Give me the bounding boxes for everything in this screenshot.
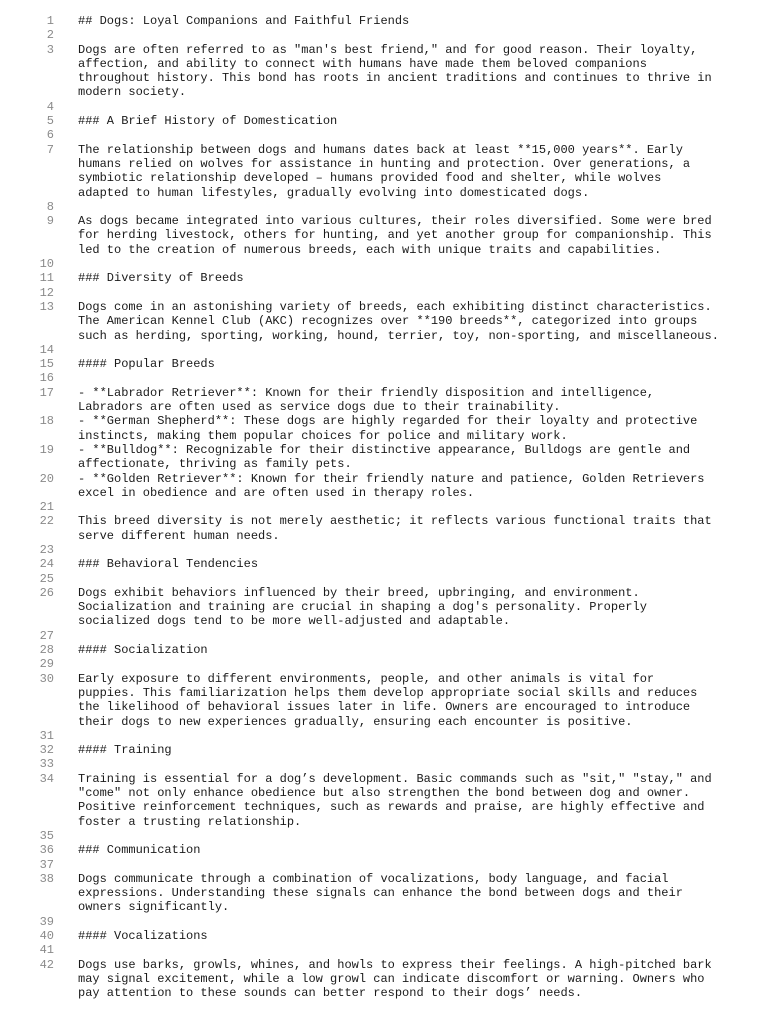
line-text[interactable]: Training is essential for a dog’s development. Basic commands such as "sit," "stay," and "come" not only enhance obedience but also strengthen the bond between dog and owner. Positive reinforcement techniques, such as rewards and praise, are highly effective and foster a trusting relationship. (78, 771, 712, 829)
line-number: 16 (39, 371, 54, 386)
line-text[interactable]: ### A Brief History of Domestication (78, 114, 338, 129)
line-text[interactable]: #### Training (78, 743, 172, 758)
line-number: 12 (39, 285, 54, 300)
line-number: 19 (39, 442, 54, 457)
editor-line[interactable] (0, 128, 768, 142)
line-text[interactable]: ### Diversity of Breeds (78, 271, 244, 286)
line-text[interactable]: Dogs communicate through a combination of vocalizations, body language, and facial expressions. Understanding these signals can enhance the bond between dogs and their owners significantly. (78, 871, 683, 915)
line-number: 4 (46, 99, 54, 114)
line-text[interactable] (78, 829, 750, 843)
line-text[interactable]: Dogs are often referred to as "man's best friend," and for good reason. Their loyalty, affection, and ability to connect with humans have made them beloved companions throughout history. This bond has roots in ancient traditions and continues to thrive in modern society. (78, 42, 712, 100)
line-text[interactable]: Early exposure to different environments, people, and other animals is vital for puppies. This familiarization helps them develop appropriate social skills and reduces the likelihood of behavioral issues later in life. Owners are encouraged to introduce their dogs to new experiences gradually, ensuring each encounter is positive. (78, 671, 698, 729)
editor-line[interactable] (0, 657, 768, 671)
editor-line[interactable] (0, 371, 768, 385)
editor-line[interactable] (0, 443, 768, 472)
editor-line[interactable] (0, 872, 768, 915)
line-text[interactable]: #### Socialization (78, 643, 208, 658)
line-number: 10 (39, 257, 54, 272)
line-text[interactable] (78, 543, 750, 557)
line-text[interactable] (78, 28, 750, 42)
line-text[interactable]: As dogs became integrated into various cultures, their roles diversified. Some were bred for herding livestock, others for hunting, and yet another group for companionship. This led to the creation of numerous breeds, each with unique traits and capabilities. (78, 214, 712, 257)
editor-line[interactable] (0, 472, 768, 501)
line-text[interactable]: - **Labrador Retriever**: Known for their friendly disposition and intelligence, Labradors are often used as service dogs due to their trainability. (78, 385, 655, 415)
editor-line[interactable] (0, 543, 768, 557)
editor-line[interactable] (0, 943, 768, 957)
editor-line[interactable] (0, 286, 768, 300)
line-number: 5 (46, 114, 54, 129)
line-number: 34 (39, 771, 54, 786)
line-number: 28 (39, 643, 54, 658)
line-number: 35 (39, 828, 54, 843)
line-number: 41 (39, 943, 54, 958)
line-text[interactable]: This breed diversity is not merely aesthetic; it reflects various functional traits that serve different human needs. (78, 514, 712, 543)
editor-line[interactable] (0, 271, 768, 285)
editor-line[interactable] (0, 514, 768, 543)
editor-line[interactable] (0, 100, 768, 114)
line-text[interactable]: The relationship between dogs and humans dates back at least **15,000 years**. Early humans relied on wolves for assistance in hunting and protection. Over generations, a symbiotic relationship developed – humans provided food and shelter, while wolves adapted to human lifestyles, gradually evolving into domesticated dogs. (78, 142, 691, 200)
editor-line[interactable] (0, 114, 768, 128)
line-number: 23 (39, 542, 54, 557)
editor-line[interactable] (0, 757, 768, 771)
editor-line[interactable] (0, 586, 768, 629)
line-text[interactable]: - **Golden Retriever**: Known for their friendly nature and patience, Golden Retrievers excel in obedience and are often used in therapy roles. (78, 471, 705, 500)
line-number: 42 (39, 957, 54, 972)
editor-line[interactable] (0, 958, 768, 1001)
line-number: 6 (46, 128, 54, 143)
text-editor[interactable] (0, 14, 768, 1000)
line-text[interactable] (78, 657, 750, 671)
line-text[interactable]: #### Vocalizations (78, 929, 208, 943)
line-text[interactable] (78, 943, 750, 957)
editor-line[interactable] (0, 829, 768, 843)
line-number: 26 (39, 585, 54, 600)
editor-line[interactable] (0, 557, 768, 571)
line-number: 37 (39, 857, 54, 872)
editor-line[interactable] (0, 357, 768, 371)
editor-line[interactable] (0, 414, 768, 443)
line-number: 32 (39, 743, 54, 758)
editor-line[interactable] (0, 214, 768, 257)
line-number: 2 (46, 28, 54, 43)
editor-line[interactable] (0, 500, 768, 514)
line-text[interactable]: ### Behavioral Tendencies (78, 557, 259, 572)
line-number: 21 (39, 500, 54, 515)
editor-line[interactable] (0, 343, 768, 357)
line-text[interactable] (78, 757, 750, 771)
line-text[interactable] (78, 500, 750, 514)
editor-line[interactable] (0, 300, 768, 343)
line-text[interactable] (78, 858, 750, 872)
line-number: 27 (39, 628, 54, 643)
line-text[interactable] (78, 729, 750, 743)
editor-line[interactable] (0, 386, 768, 415)
line-number: 40 (39, 929, 54, 943)
line-text[interactable] (78, 629, 750, 643)
line-text[interactable] (78, 286, 750, 300)
editor-line[interactable] (0, 929, 768, 943)
line-number: 1 (46, 14, 54, 28)
line-text[interactable] (78, 257, 750, 271)
editor-line[interactable] (0, 672, 768, 729)
line-number: 29 (39, 657, 54, 672)
line-number: 3 (46, 42, 54, 57)
line-text[interactable] (78, 343, 750, 357)
line-text[interactable]: - **German Shepherd**: These dogs are highly regarded for their loyalty and protective instincts, making them popular choices for police and military work. (78, 414, 698, 443)
editor-line[interactable] (0, 43, 768, 100)
line-number: 15 (39, 357, 54, 372)
line-number: 33 (39, 757, 54, 772)
line-number: 22 (39, 514, 54, 529)
editor-line[interactable] (0, 14, 768, 28)
line-text[interactable] (78, 915, 750, 929)
editor-line[interactable] (0, 858, 768, 872)
editor-line[interactable] (0, 772, 768, 829)
line-number: 8 (46, 199, 54, 214)
editor-line[interactable] (0, 743, 768, 757)
line-text[interactable]: ## Dogs: Loyal Companions and Faithful Friends (78, 14, 410, 28)
line-number: 38 (39, 871, 54, 886)
line-text[interactable] (78, 128, 750, 142)
editor-line[interactable] (0, 643, 768, 657)
line-number: 39 (39, 914, 54, 929)
editor-line[interactable] (0, 843, 768, 857)
line-number: 36 (39, 843, 54, 858)
editor-line[interactable] (0, 200, 768, 214)
editor-line[interactable] (0, 629, 768, 643)
line-number: 18 (39, 414, 54, 429)
editor-line[interactable] (0, 729, 768, 743)
line-number: 13 (39, 299, 54, 314)
editor-line[interactable] (0, 915, 768, 929)
line-text[interactable] (78, 572, 750, 586)
editor-line[interactable] (0, 572, 768, 586)
line-text[interactable] (78, 200, 750, 214)
line-text[interactable] (78, 100, 750, 114)
line-text[interactable]: Dogs exhibit behaviors influenced by their breed, upbringing, and environment. Socialization and training are crucial in shaping a dog's personality. Properly socialized dogs tend to be more well-adjusted and adaptable. (78, 585, 647, 629)
line-text[interactable]: ### Communication (78, 843, 201, 858)
line-text[interactable]: Dogs use barks, growls, whines, and howls to express their feelings. A high-pitched bark may signal excitement, while a low growl can indicate discomfort or warning. Owners who pay attention to these sounds can better respond to their dogs’ needs. (78, 957, 712, 1001)
line-text[interactable]: - **Bulldog**: Recognizable for their distinctive appearance, Bulldogs are gentle and affectionate, thriving as family pets. (78, 442, 691, 472)
line-number: 24 (39, 557, 54, 572)
line-number: 17 (39, 385, 54, 400)
line-number: 31 (39, 728, 54, 743)
line-text[interactable] (78, 371, 750, 385)
line-text[interactable]: Dogs come in an astonishing variety of breeds, each exhibiting distinct characteristics. The American Kennel Club (AKC) recognizes over **190 breeds**, categorized into groups such as herding, sporting, working, hound, terrier, toy, non-sporting, and miscellaneous. (78, 299, 719, 343)
editor-line[interactable] (0, 28, 768, 42)
line-number: 30 (39, 671, 54, 686)
line-number: 25 (39, 571, 54, 586)
line-number: 7 (46, 142, 54, 157)
line-text[interactable]: #### Popular Breeds (78, 357, 215, 372)
line-number: 9 (46, 214, 54, 229)
editor-line[interactable] (0, 143, 768, 200)
line-number: 14 (39, 342, 54, 357)
line-number: 11 (39, 271, 54, 286)
line-number: 20 (39, 471, 54, 486)
editor-line[interactable] (0, 257, 768, 271)
